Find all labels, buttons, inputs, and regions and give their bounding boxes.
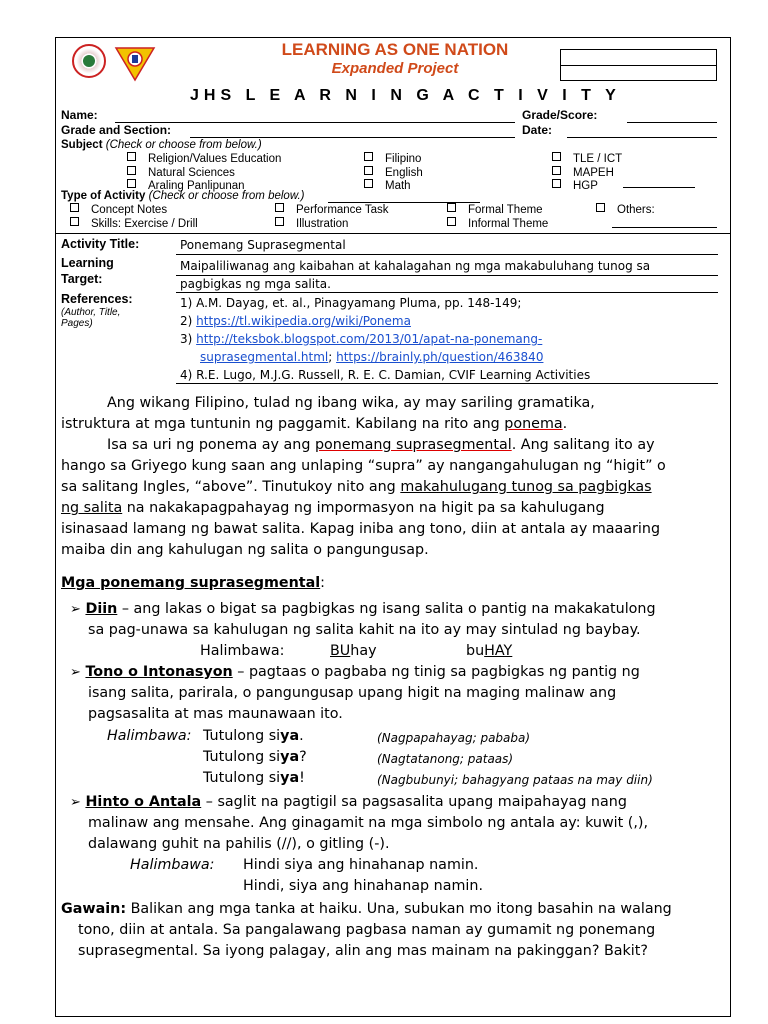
- checkbox-icon: [364, 152, 373, 161]
- subject-option[interactable]: Math: [364, 179, 423, 193]
- subject-option[interactable]: Araling Panlipunan: [127, 179, 281, 193]
- tono-example-3: Tutulong siya!: [203, 770, 305, 786]
- subject-option[interactable]: TLE / ICT: [552, 152, 622, 166]
- arrow-bullet-icon: ➢: [70, 665, 81, 680]
- paragraph-2-line4: ng salita na nakakapagpahayag ng impormasyon na higit pa sa kahulugang: [61, 500, 605, 516]
- reference-3-link[interactable]: http://teksbok.blogspot.com/2013/01/apat-na-ponemang-: [196, 332, 543, 346]
- paragraph-2-line6: maiba din ang kahulugan ng salita o pangungusap.: [61, 542, 429, 558]
- header-subtitle: Expanded Project: [331, 60, 459, 77]
- reference-2: 2) https://tl.wikipedia.org/wiki/Ponema: [180, 314, 411, 328]
- section-heading: Mga ponemang suprasegmental:: [61, 575, 325, 591]
- tono-line2: isang salita, parirala, o pangungusap upang higit na maging malinaw ang: [88, 685, 617, 701]
- tono-example-label: Halimbawa:: [107, 728, 192, 744]
- tono-item: ➢ Tono o Intonasyon – pagtaas o pagbaba ng tinig sa pagbigkas ng pantig ng: [70, 664, 640, 680]
- references-hint: (Author, Title, Pages): [61, 307, 121, 329]
- checkbox-icon: [275, 203, 284, 212]
- diin-example-label: Halimbawa:: [200, 643, 285, 659]
- references-underline: [176, 383, 718, 384]
- type-option[interactable]: Informal Theme: [447, 217, 548, 231]
- paragraph-2-line1: Isa sa uri ng ponema ay ang ponemang suprasegmental. Ang salitang ito ay: [107, 437, 655, 453]
- arrow-bullet-icon: ➢: [70, 602, 81, 617]
- subjects-col1: [127, 152, 281, 193]
- grade-score-label: Grade/Score:: [522, 108, 598, 122]
- checkbox-icon: [447, 203, 456, 212]
- diin-example-1: BUhay: [330, 643, 377, 659]
- divider: [55, 233, 731, 234]
- reference-4: 4) R.E. Lugo, M.J.G. Russell, R. E. C. Damian, CVIF Learning Activities: [180, 368, 591, 382]
- type-option[interactable]: Illustration: [275, 217, 388, 231]
- checkbox-icon: [364, 179, 373, 188]
- subject-heading: Subject (Check or choose from below.): [61, 139, 262, 151]
- hinto-example-label: Halimbawa:: [130, 857, 215, 873]
- checkbox-icon: [552, 179, 561, 188]
- grade-section-field[interactable]: [190, 137, 515, 138]
- types-col4: [596, 203, 655, 216]
- hgp-field[interactable]: [623, 187, 695, 188]
- target-underline2: [176, 292, 718, 293]
- learning-target-line1: Maipaliliwanag ang kaibahan at kahalagahan ng mga makabuluhang tunog sa: [180, 259, 651, 273]
- checkbox-icon: [70, 217, 79, 226]
- types-col1: [70, 203, 198, 230]
- subjects-col3: [552, 152, 622, 193]
- gawain-line1: Gawain: Balikan ang mga tanka at haiku. Una, subukan mo itong basahin na walang: [61, 901, 672, 917]
- checkbox-icon: [127, 179, 136, 188]
- tono-line3: pagsasalita at mas maunawaan ito.: [88, 706, 343, 722]
- paragraph-2-line3: sa salitang Ingles, “above”. Tinutukoy nito ang makahulugang tunog sa pagbigkas: [61, 479, 652, 495]
- hinto-line2: malinaw ang mensahe. Ang ginagamit na mga simbolo ng antala ay: kuwit (,),: [88, 815, 649, 831]
- name-label: Name:: [61, 108, 98, 122]
- paragraph-2-line2: hango sa Griyego kung saan ang unlaping “supra” ay nangangahulugan ng “higit” o: [61, 458, 666, 474]
- name-field[interactable]: [115, 122, 515, 123]
- type-option[interactable]: Concept Notes: [70, 203, 198, 217]
- subject-option[interactable]: English: [364, 166, 423, 180]
- arrow-bullet-icon: ➢: [70, 795, 81, 810]
- gawain-line3: suprasegmental. Sa iyong palagay, alin ang mas mainam na pakinggan? Bakit?: [78, 943, 648, 959]
- paragraph-1-line1: Ang wikang Filipino, tulad ng ibang wika, ay may sariling gramatika,: [107, 395, 595, 411]
- subjects-col2: [364, 152, 423, 193]
- types-col2: [275, 203, 388, 230]
- diin-item: ➢ Diin – ang lakas o bigat sa pagbigkas ng isang salita o pantig na makakatulong: [70, 601, 656, 617]
- activity-title-label: Activity Title:: [61, 237, 140, 251]
- reference-3-link2[interactable]: https://brainly.ph/question/463840: [336, 350, 544, 364]
- reference-3-link-cont[interactable]: suprasegmental.html: [200, 350, 329, 364]
- grade-section-label: Grade and Section:: [61, 123, 172, 137]
- activity-title-value: Ponemang Suprasegmental: [180, 238, 346, 252]
- subject-option[interactable]: Religion/Values Education: [127, 152, 281, 166]
- paragraph-1-line2: istruktura at mga tuntunin ng paggamit. Kabilang na rito ang ponema.: [61, 416, 568, 432]
- date-field[interactable]: [567, 137, 717, 138]
- checkbox-icon: [275, 217, 284, 226]
- type-heading: Type of Activity (Check or choose from below.): [61, 190, 305, 202]
- checkbox-icon: [127, 166, 136, 175]
- subject-option[interactable]: Filipino: [364, 152, 423, 166]
- date-label: Date:: [522, 123, 553, 137]
- learning-target-label: Learning Target:: [61, 256, 114, 286]
- reference-1: 1) A.M. Dayag, et. al., Pinagyamang Pluma, pp. 148-149;: [180, 296, 522, 310]
- type-option[interactable]: Performance Task: [275, 203, 388, 217]
- subject-option[interactable]: MAPEH: [552, 166, 622, 180]
- deped-logo-icon: [112, 44, 158, 82]
- tono-example-2-note: (Nagtatanong; pataas): [377, 752, 514, 766]
- school-seal-icon: [72, 44, 106, 78]
- activity-heading: JHS L E A R N I N G A C T I V I T Y: [190, 87, 621, 104]
- checkbox-icon: [596, 203, 605, 212]
- type-option[interactable]: Others:: [596, 203, 655, 216]
- paragraph-2-line5: isinasaad lamang ng bawat salita. Kapag iniba ang tono, diin at antala ay maaaring: [61, 521, 661, 537]
- checkbox-icon: [127, 152, 136, 161]
- hinto-example-1: Hindi siya ang hinahanap namin.: [243, 857, 479, 873]
- reference-3-cont: suprasegmental.html; https://brainly.ph/question/463840: [200, 350, 544, 364]
- type-option[interactable]: Formal Theme: [447, 203, 548, 217]
- learning-target-line2: pagbigkas ng mga salita.: [180, 277, 331, 291]
- reference-3: 3) http://teksbok.blogspot.com/2013/01/apat-na-ponemang-: [180, 332, 543, 346]
- header-title: LEARNING AS ONE NATION: [281, 40, 509, 59]
- checkbox-icon: [552, 152, 561, 161]
- tono-example-3-note: (Nagbubunyi; bahagyang pataas na may diin): [377, 773, 653, 787]
- diin-line2: sa pag-unawa sa kahulugan ng salita kahit na ito ay may sintulad ng baybay.: [88, 622, 641, 638]
- hinto-example-2: Hindi, siya ang hinahanap namin.: [243, 878, 483, 894]
- type-option[interactable]: Skills: Exercise / Drill: [70, 217, 198, 231]
- hinto-item: ➢ Hinto o Antala – saglit na pagtigil sa pagsasalita upang maipahayag nang: [70, 794, 627, 810]
- score-box: [560, 49, 717, 81]
- reference-2-link[interactable]: https://tl.wikipedia.org/wiki/Ponema: [196, 314, 411, 328]
- checkbox-icon: [70, 203, 79, 212]
- checkbox-icon: [552, 166, 561, 175]
- target-underline1: [176, 275, 718, 276]
- tono-example-1: Tutulong siya.: [203, 728, 304, 744]
- tono-example-2: Tutulong siya?: [203, 749, 307, 765]
- grade-score-field[interactable]: [627, 122, 717, 123]
- hinto-line3: dalawang guhit na pahilis (//), o gitling (-).: [88, 836, 390, 852]
- diin-example-2: buHAY: [466, 643, 513, 659]
- gawain-line2: tono, diin at antala. Sa pangalawang pagbasa naman ay gumamit ng ponemang: [78, 922, 656, 938]
- checkbox-icon: [447, 217, 456, 226]
- types-col3: [447, 203, 548, 230]
- title-underline: [176, 254, 718, 255]
- checkbox-icon: [364, 166, 373, 175]
- tono-example-1-note: (Nagpapahayag; pababa): [377, 731, 531, 745]
- subject-option[interactable]: HGP: [552, 179, 622, 193]
- others-field[interactable]: [612, 227, 717, 228]
- references-label: References:: [61, 292, 133, 306]
- subject-option[interactable]: Natural Sciences: [127, 166, 281, 180]
